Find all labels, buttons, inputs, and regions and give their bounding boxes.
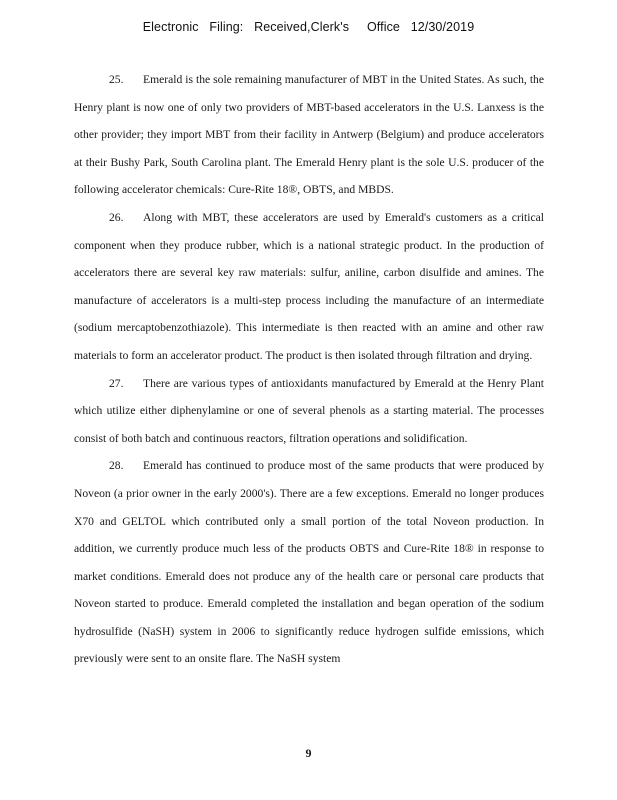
document-body: [74, 66, 544, 673]
paragraph-text: Emerald has continued to produce most of the same products that were produced by Noveon (a prior owner in the early 2000's). There are a few exceptions. Emerald no longer produces X70 and GELTOL which contributed only a small portion of the total Noveon production. In addition, we currently produce much less of the products OBTS and Cure-Rite 18® in response to market conditions. Emerald does not produce any of the health care or personal care products that Noveon started to produce. Emerald completed the installation and began operation of the sodium hydrosulfide (NaSH) system in 2006 to significantly reduce hydrogen sulfide emissions, which previously were sent to an onsite flare. The NaSH system: [74, 459, 544, 666]
paragraph-number: 27.: [109, 376, 124, 390]
filing-stamp-header: Electronic Filing: Received,Clerk's Office 12/30/2019: [142, 20, 475, 34]
paragraph-number: 26.: [109, 210, 124, 224]
paragraph-25: [74, 66, 544, 204]
paragraph-text: Emerald is the sole remaining manufacturer of MBT in the United States. As such, the Henry plant is now one of only two providers of MBT-based accelerators in the U.S. Lanxess is the other provider; they import MBT from their facility in Antwerp (Belgium) and produce accelerators at their Bushy Park, South Carolina plant. The Emerald Henry plant is the sole U.S. producer of the following accelerator chemicals: Cure-Rite 18®, OBTS, and MBDS.: [74, 73, 544, 197]
page-number: 9: [305, 746, 312, 760]
paragraph-number: 28.: [109, 459, 124, 473]
paragraph-text: There are various types of antioxidants manufactured by Emerald at the Henry Plant which utilize either diphenylamine or one of several phenols as a starting material. The processes consist of both batch and continuous reactors, filtration operations and solidification.: [74, 376, 544, 445]
paragraph-28: [74, 452, 544, 673]
paragraph-26: [74, 204, 544, 370]
paragraph-number: 25.: [109, 73, 124, 86]
paragraph-27: [74, 370, 544, 453]
paragraph-text: Along with MBT, these accelerators are used by Emerald's customers as a critical component when they produce rubber, which is a national strategic product. In the production of accelerators there are several key raw materials: sulfur, aniline, carbon disulfide and amines. The manufacture of accelerators is a multi-step process including the manufacture of an intermediate (sodium mercaptobenzothiazole). This intermediate is then reacted with an amine and other raw materials to form an accelerator product. The product is then isolated through filtration and drying.: [74, 210, 544, 362]
